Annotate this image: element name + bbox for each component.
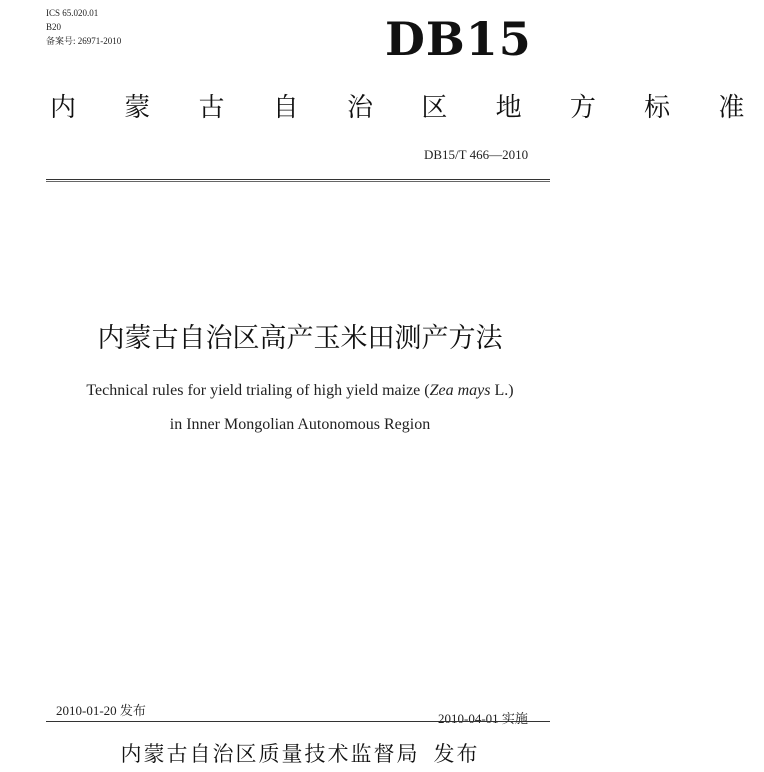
top-divider-secondary (46, 181, 550, 182)
implementation-date: 2010-04-01 实施 (438, 711, 528, 726)
publisher-line (0, 738, 600, 768)
english-title-suffix: L.) (490, 382, 514, 399)
english-title-prefix: Technical rules for yield trialing of high yield maize ( (86, 382, 430, 399)
issue-date: 2010-01-20 发布 (56, 703, 146, 718)
top-divider (46, 179, 550, 180)
issuer-title: 内 蒙 古 自 治 区 地 方 标 准 (50, 93, 764, 123)
standard-metadata (46, 6, 121, 48)
standard-code-logo: DB15 (385, 12, 532, 66)
chinese-title: 内蒙古自治区高产玉米田测产方法 (97, 323, 503, 354)
english-title-line-2: in Inner Mongolian Autonomous Region (169, 416, 431, 433)
english-title-line-1 (0, 382, 600, 400)
bottom-divider (46, 721, 550, 722)
publisher-action: 发布 (433, 742, 480, 766)
english-title-species: Zea mays (429, 382, 491, 399)
standard-number: DB15/T 466—2010 (424, 147, 529, 162)
filing-number: 备案号: 26971-2010 (46, 36, 122, 46)
ccs-code: B20 (46, 22, 62, 32)
publisher-name: 内蒙古自治区质量技术监督局 (120, 742, 420, 766)
ics-code: ICS 65.020.01 (46, 8, 99, 18)
